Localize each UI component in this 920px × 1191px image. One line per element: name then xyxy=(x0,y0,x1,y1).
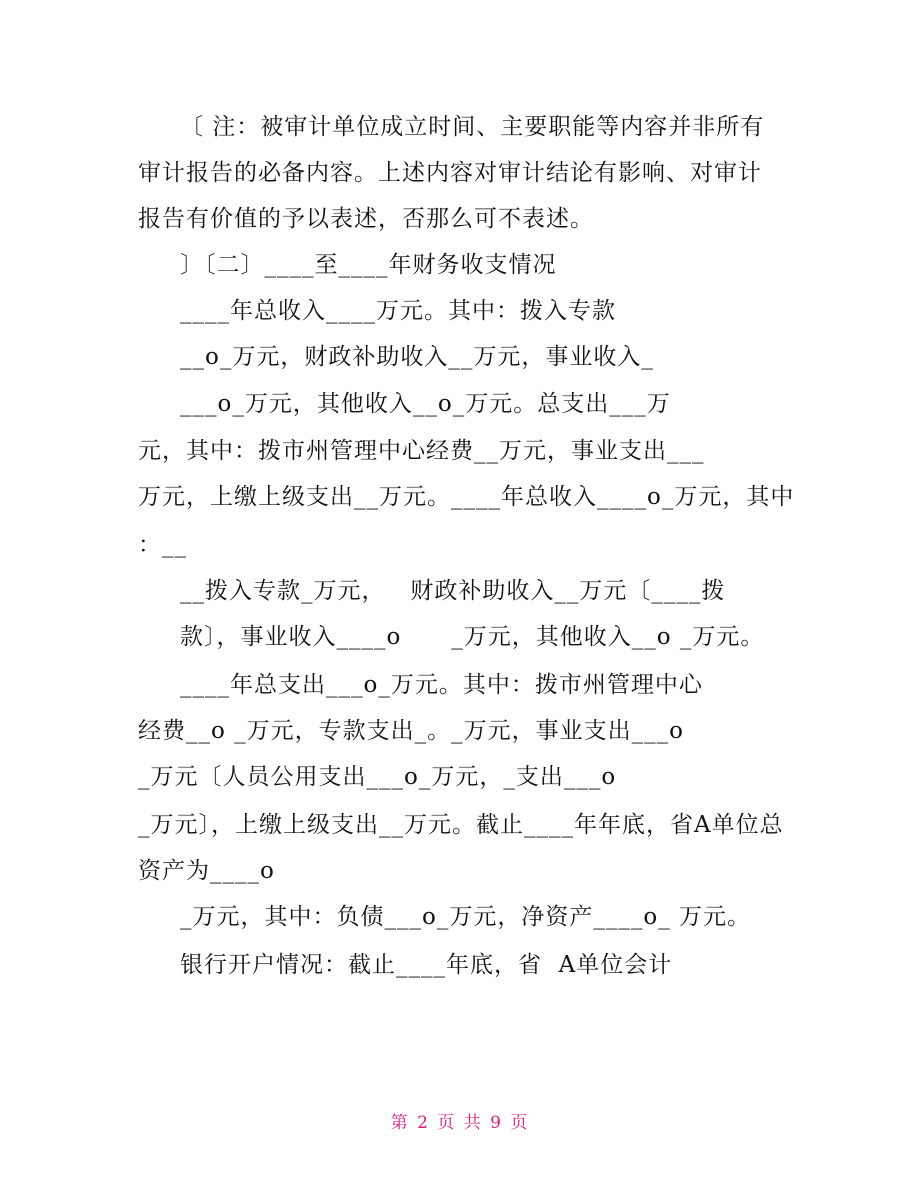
text-line: 报告有价值的予以表述，否那么可不表述。 xyxy=(138,206,594,232)
text-line: 元，其中：拨市州管理中心经费__万元，事业支出___ xyxy=(138,438,705,464)
page-number-footer: 第 2 页 共 9 页 xyxy=(390,1113,530,1133)
text-line: __拨入专款_万元， 财政补助收入__万元〔____拨 xyxy=(180,578,726,604)
text-line: _万元〔人员公用支出___o_万元，_支出___o xyxy=(138,764,617,790)
text-line: 〔 注：被审计单位成立时间、主要职能等内容并非所有 xyxy=(180,114,765,140)
text-line: 银行开户情况：截止____年底，省 A单位会计 xyxy=(180,952,673,978)
text-line: 资产为____o xyxy=(138,858,275,884)
text-line: _万元，其中：负债___o_万元，净资产____o_ 万元。 xyxy=(180,904,752,930)
section-heading: 〕〔二〕____至____年财务收支情况 xyxy=(180,252,557,278)
text-line: 款〕，事业收入____o _万元，其他收入__o _万元。 xyxy=(180,624,765,650)
text-line: 经费__o _万元，专款支出_。_万元，事业支出___o xyxy=(138,718,685,744)
text-line: 审计报告的必备内容。上述内容对审计结论有影响、对审计 xyxy=(138,160,762,186)
text-line: _万元〕，上缴上级支出__万元。截止____年年底，省A单位总 xyxy=(138,812,784,838)
text-line: ____年总收入____万元。其中：拨入专款 xyxy=(180,298,616,324)
text-line: ____年总支出___o_万元。其中：拨市州管理中心 xyxy=(180,672,703,698)
text-line: ___o_万元，其他收入__o_万元。总支出___万 xyxy=(180,391,671,417)
text-line: __o_万元，财政补助收入__万元，事业收入_ xyxy=(180,344,654,370)
text-line: 万元，上缴上级支出__万元。____年总收入____o_万元，其中 xyxy=(138,484,795,510)
text-line: ：__ xyxy=(138,532,187,558)
